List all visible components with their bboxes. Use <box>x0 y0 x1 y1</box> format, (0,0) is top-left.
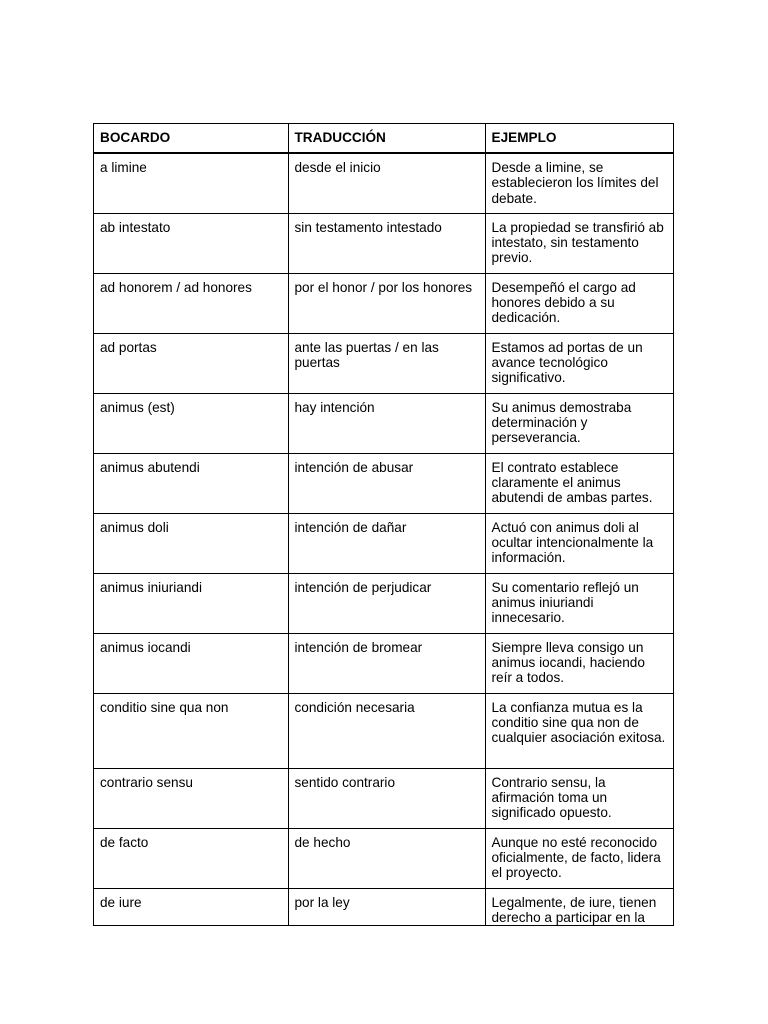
cell-traduccion: sentido contrario <box>288 768 485 828</box>
cell-ejemplo: El contrato establece claramente el animus abutendi de ambas partes. <box>485 453 674 513</box>
cell-bocardo: conditio sine qua non <box>94 693 288 768</box>
cell-ejemplo: Aunque no esté reconocido oficialmente, de facto, lidera el proyecto. <box>485 828 674 888</box>
cell-ejemplo: Actuó con animus doli al ocultar intencionalmente la información. <box>485 513 674 573</box>
cell-traduccion: de hecho <box>288 828 485 888</box>
cell-traduccion: intención de bromear <box>288 633 485 693</box>
cell-traduccion: ante las puertas / en las puertas <box>288 333 485 393</box>
latin-phrases-table-container <box>93 123 674 926</box>
cell-ejemplo: La confianza mutua es la conditio sine qua non de cualquier asociación exitosa. <box>485 693 674 768</box>
cell-ejemplo: Estamos ad portas de un avance tecnológico significativo. <box>485 333 674 393</box>
cell-bocardo: animus doli <box>94 513 288 573</box>
cell-ejemplo: Siempre lleva consigo un animus iocandi, haciendo reír a todos. <box>485 633 674 693</box>
cell-bocardo: ab intestato <box>94 213 288 273</box>
cell-ejemplo: Su comentario reflejó un animus iniuriandi innecesario. <box>485 573 674 633</box>
cell-bocardo: animus iocandi <box>94 633 288 693</box>
cell-bocardo: a limine <box>94 153 288 213</box>
cell-bocardo: ad honorem / ad honores <box>94 273 288 333</box>
cell-traduccion: por la ley <box>288 888 485 926</box>
cell-ejemplo: Desde a limine, se establecieron los límites del debate. <box>485 153 674 213</box>
header-ejemplo: EJEMPLO <box>485 124 674 153</box>
cell-bocardo: de iure <box>94 888 288 926</box>
header-traduccion: TRADUCCIÓN <box>288 124 485 153</box>
table-header-row <box>94 124 674 153</box>
cell-bocardo: animus abutendi <box>94 453 288 513</box>
table-row <box>94 453 674 513</box>
cell-traduccion: intención de dañar <box>288 513 485 573</box>
cell-bocardo: animus iniuriandi <box>94 573 288 633</box>
cell-traduccion: intención de abusar <box>288 453 485 513</box>
cell-bocardo: animus (est) <box>94 393 288 453</box>
table-row <box>94 333 674 393</box>
cell-ejemplo: La propiedad se transfirió ab intestato, sin testamento previo. <box>485 213 674 273</box>
table-row <box>94 213 674 273</box>
table-row <box>94 393 674 453</box>
table-row <box>94 888 674 926</box>
cell-bocardo: ad portas <box>94 333 288 393</box>
table-row <box>94 633 674 693</box>
cell-ejemplo: Legalmente, de iure, tienen derecho a participar en la <box>485 888 674 926</box>
cell-traduccion: hay intención <box>288 393 485 453</box>
table-row <box>94 693 674 768</box>
table-row <box>94 153 674 213</box>
latin-phrases-table <box>94 124 674 926</box>
cell-traduccion: por el honor / por los honores <box>288 273 485 333</box>
header-bocardo: BOCARDO <box>94 124 288 153</box>
cell-ejemplo: Su animus demostraba determinación y perseverancia. <box>485 393 674 453</box>
cell-bocardo: contrario sensu <box>94 768 288 828</box>
cell-traduccion: sin testamento intestado <box>288 213 485 273</box>
cell-traduccion: condición necesaria <box>288 693 485 768</box>
table-row <box>94 768 674 828</box>
table-row <box>94 513 674 573</box>
cell-traduccion: desde el inicio <box>288 153 485 213</box>
table-row <box>94 573 674 633</box>
table-row <box>94 828 674 888</box>
cell-traduccion: intención de perjudicar <box>288 573 485 633</box>
cell-ejemplo: Desempeñó el cargo ad honores debido a su dedicación. <box>485 273 674 333</box>
cell-bocardo: de facto <box>94 828 288 888</box>
cell-ejemplo: Contrario sensu, la afirmación toma un significado opuesto. <box>485 768 674 828</box>
table-row <box>94 273 674 333</box>
